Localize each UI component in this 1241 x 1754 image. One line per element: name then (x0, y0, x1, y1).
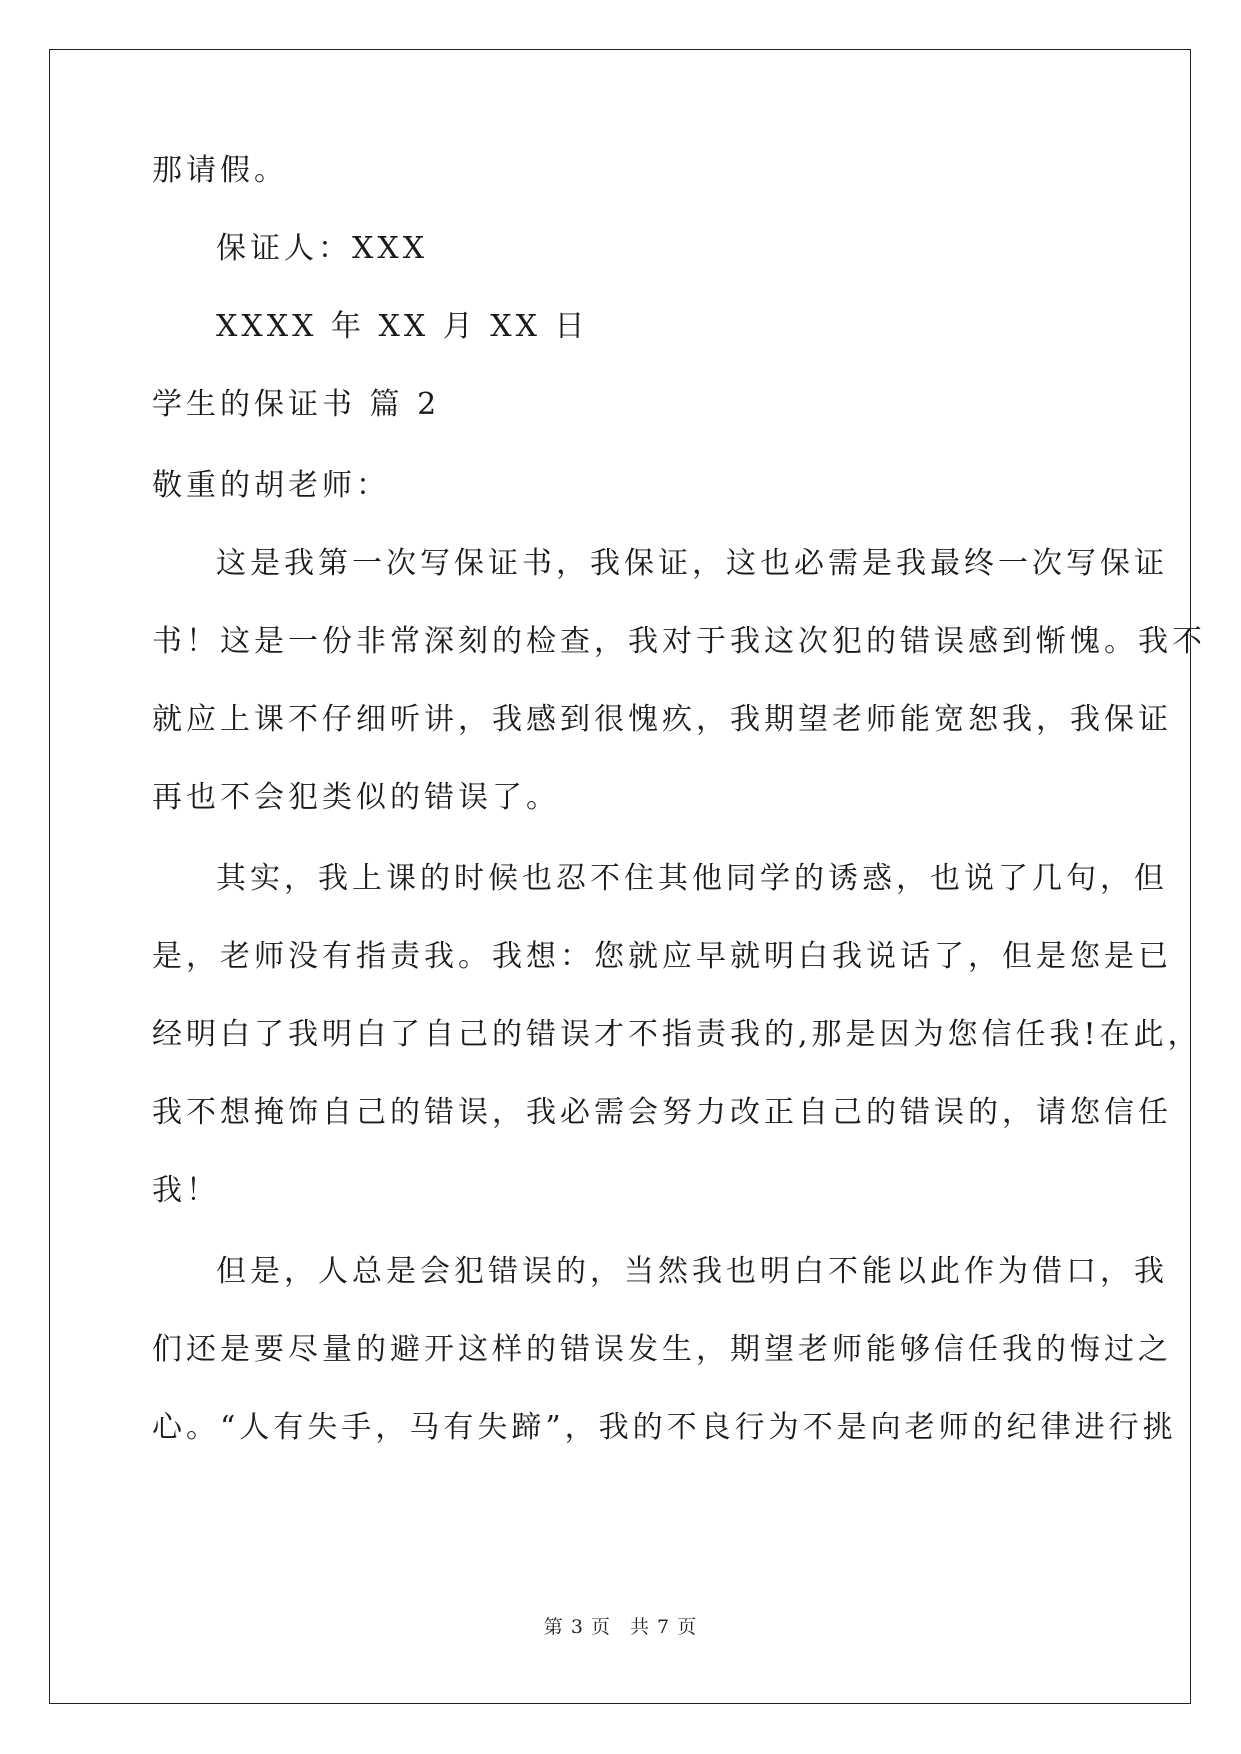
paragraph-line: 我不想掩饰自己的错误，我必需会努力改正自己的错误的，请您信任 (152, 1095, 1172, 1130)
paragraph-line: 但是，人总是会犯错误的，当然我也明白不能以此作为借口，我 (216, 1254, 1168, 1289)
paragraph-line: 我！ (152, 1173, 220, 1208)
document-body (152, 150, 1206, 1448)
salutation: 敬重的胡老师： (152, 468, 390, 503)
paragraph-line: 就应上课不仔细听讲，我感到很愧疚，我期望老师能宽恕我，我保证 (152, 702, 1172, 737)
date-line: XXXX 年 XX 月 XX 日 (216, 309, 589, 344)
text-line: 那请假。 (152, 153, 288, 188)
paragraph-line: 经明白了我明白了自己的错误才不指责我的,那是因为您信任我!在此， (152, 1017, 1202, 1052)
paragraph-line: 是，老师没有指责我。我想：您就应早就明白我说话了，但是您是已 (152, 939, 1172, 974)
page-total: 共 7 页 (630, 1616, 698, 1638)
paragraph-line: 心。“人有失手，马有失蹄”，我的不良行为不是向老师的纪律进行挑 (152, 1410, 1177, 1445)
section-heading: 学生的保证书 篇 2 (152, 387, 441, 422)
paragraph-line: 这是我第一次写保证书，我保证，这也必需是我最终一次写保证 (216, 546, 1168, 581)
page-footer (0, 1612, 1241, 1639)
paragraph-line: 再也不会犯类似的错误了。 (152, 780, 560, 815)
page-number: 第 3 页 (543, 1616, 611, 1638)
paragraph-line: 其实，我上课的时候也忍不住其他同学的诱惑，也说了几句，但 (216, 861, 1168, 896)
paragraph-line: 们还是要尽量的避开这样的错误发生，期望老师能够信任我的悔过之 (152, 1332, 1172, 1367)
guarantor-line: 保证人：XXX (216, 231, 429, 266)
paragraph-line: 书！这是一份非常深刻的检查，我对于我这次犯的错误感到惭愧。我不 (152, 624, 1206, 659)
